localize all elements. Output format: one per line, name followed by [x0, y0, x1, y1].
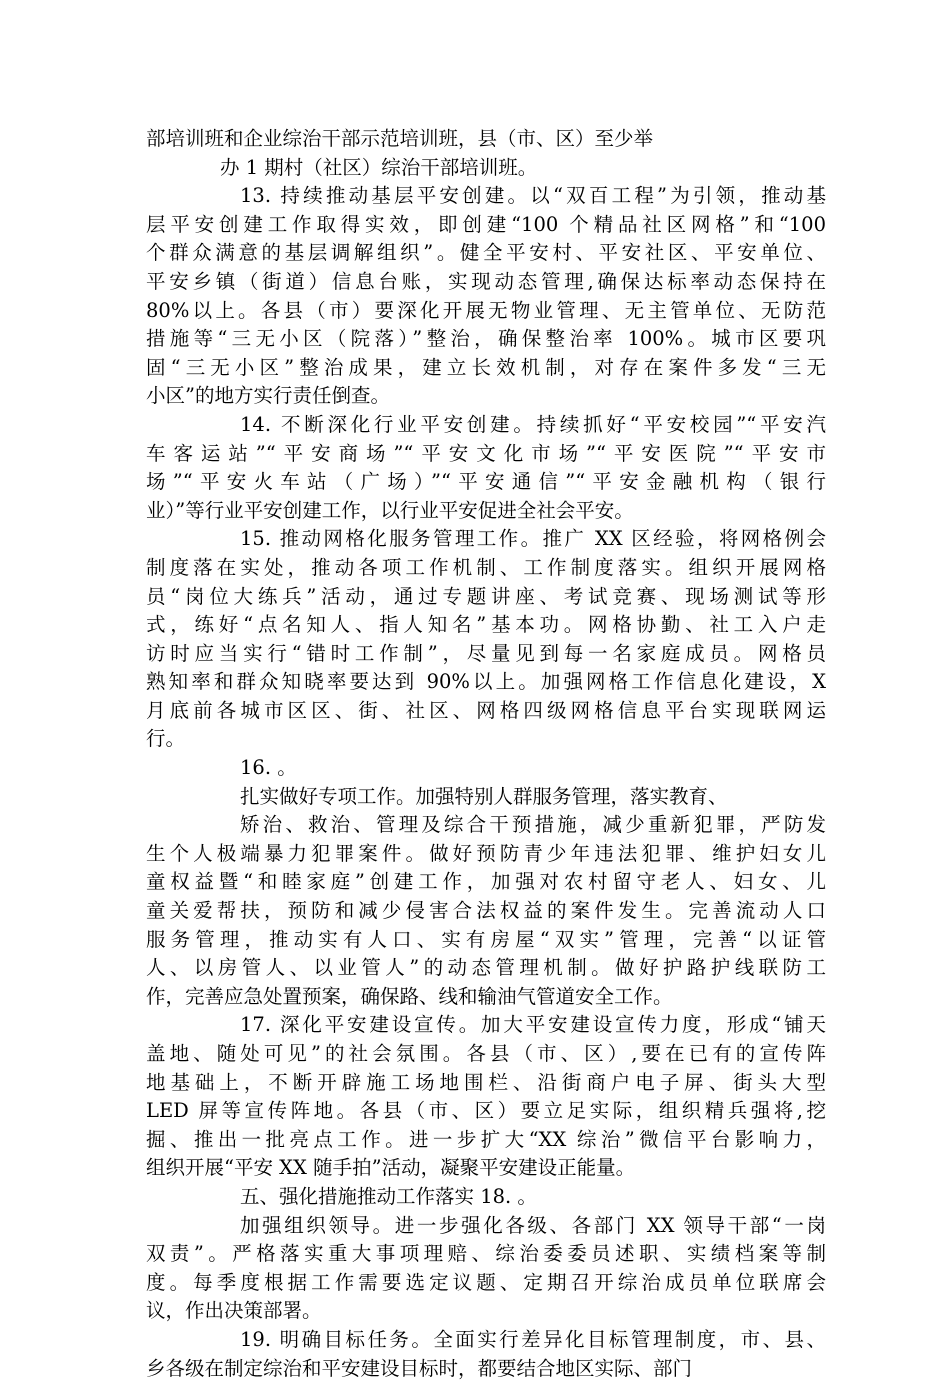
- text-line: 月底前各城市区区、街、社区、网格四级网格信息平台实现联网运: [146, 698, 826, 722]
- text-line: 熟知率和群众知晓率要达到 90%以上。加强网格工作信息化建设，X: [146, 670, 826, 694]
- text-line: 个群众满意的基层调解组织”。健全平安村、平安社区、平安单位、: [146, 241, 826, 265]
- text-line: 议，作出决策部署。: [146, 1299, 322, 1323]
- text-line: 盖地、随处可见”的社会氛围。各县（市、区）,要在已有的宣传阵: [146, 1042, 826, 1065]
- text-line: 15. 推动网格化服务管理工作。推广 XX 区经验，将网格例会: [240, 527, 826, 551]
- text-line: 业）”等行业平安创建工作，以行业平安促进全社会平安。: [146, 498, 634, 522]
- text-line: 生个人极端暴力犯罪案件。做好预防青少年违法犯罪、维护妇女儿: [146, 841, 826, 865]
- text-line: 19. 明确目标任务。全面实行差异化目标管理制度，市、县、: [240, 1327, 826, 1351]
- text-line: 14. 不断深化行业平安创建。持续抓好“平安校园”“平安汽: [240, 412, 826, 436]
- text-line: 层平安创建工作取得实效，即创建“100 个精品社区网格”和“100: [146, 212, 826, 236]
- text-line: 部培训班和企业综治干部示范培训班，县（市、区）至少举: [146, 127, 654, 150]
- text-line: 车客运站”“平安商场”“平安文化市场”“平安医院”“平安市: [146, 441, 826, 465]
- text-line: 地基础上，不断开辟施工场地围栏、沿街商户电子屏、街头大型: [146, 1070, 826, 1094]
- section-heading: 五、强化措施推动工作落实 18. 。: [240, 1184, 537, 1208]
- text-line: 80%以上。各县（市）要深化开展无物业管理、无主管单位、无防范: [146, 298, 826, 322]
- text-line: 13. 持续推动基层平安创建。以“双百工程”为引领，推动基: [240, 184, 826, 208]
- text-line: 扎实做好专项工作。加强特别人群服务管理，落实教育、: [240, 784, 728, 808]
- text-line: 17. 深化平安建设宣传。加大平安建设宣传力度，形成“铺天: [240, 1013, 826, 1037]
- text-line: 制度落在实处，推动各项工作机制、工作制度落实。组织开展网格: [146, 555, 826, 579]
- text-line: 服务管理，推动实有人口、实有房屋“双实”管理，完善“以证管: [146, 927, 826, 951]
- text-line: 作，完善应急处置预案，确保路、线和输油气管道安全工作。: [146, 984, 673, 1008]
- text-line: 人、以房管人、以业管人”的动态管理机制。做好护路护线联防工: [146, 956, 826, 980]
- text-line: 双责”。严格落实重大事项理赔、综治委委员述职、实绩档案等制: [146, 1242, 826, 1266]
- text-line: 式，练好“点名知人、指人知名”基本功。网格协勤、社工入户走: [146, 613, 826, 637]
- text-line: 措施等“三无小区（院落）”整治，确保整治率 100%。城市区要巩: [146, 327, 826, 351]
- text-line: 乡各级在制定综治和平安建设目标时，都要结合地区实际、部门: [146, 1356, 693, 1380]
- text-line: 固“三无小区”整治成果，建立长效机制，对存在案件多发“三无: [146, 355, 826, 379]
- text-line: 办 1 期村（社区）综治干部培训班。: [220, 155, 538, 179]
- text-line: 童关爱帮扶，预防和减少侵害合法权益的案件发生。完善流动人口: [146, 899, 826, 923]
- text-line: 童权益暨“和睦家庭”创建工作，加强对农村留守老人、妇女、儿: [146, 870, 826, 894]
- text-line: 加强组织领导。进一步强化各级、各部门 XX 领导干部“一岗: [240, 1213, 826, 1237]
- text-line: 组织开展“平安 XX 随手拍”活动，凝聚平安建设正能量。: [146, 1156, 636, 1180]
- text-line: 行。: [146, 727, 186, 751]
- document-body: [146, 125, 826, 1383]
- text-line: 掘、推出一批亮点工作。进一步扩大“XX 综治”微信平台影响力，: [146, 1127, 826, 1151]
- text-line: 16. 。: [240, 756, 297, 780]
- text-line: 访时应当实行“错时工作制”，尽量见到每一名家庭成员。网格员: [146, 641, 826, 665]
- text-line: 场”“平安火车站（广场）”“平安通信”“平安金融机构（银行: [146, 470, 826, 494]
- text-line: 员“岗位大练兵”活动，通过专题讲座、考试竞赛、现场测试等形: [146, 584, 826, 608]
- text-line: 平安乡镇（街道）信息台账，实现动态管理,确保达标率动态保持在: [146, 269, 826, 293]
- text-line: 矫治、救治、管理及综合干预措施，减少重新犯罪，严防发: [240, 813, 826, 837]
- text-line: 小区”的地方实行责任倒查。: [146, 384, 390, 408]
- text-line: LED 屏等宣传阵地。各县（市、区）要立足实际，组织精兵强将,挖: [146, 1099, 826, 1123]
- text-line: 度。每季度根据工作需要选定议题、定期召开综治成员单位联席会: [146, 1270, 826, 1294]
